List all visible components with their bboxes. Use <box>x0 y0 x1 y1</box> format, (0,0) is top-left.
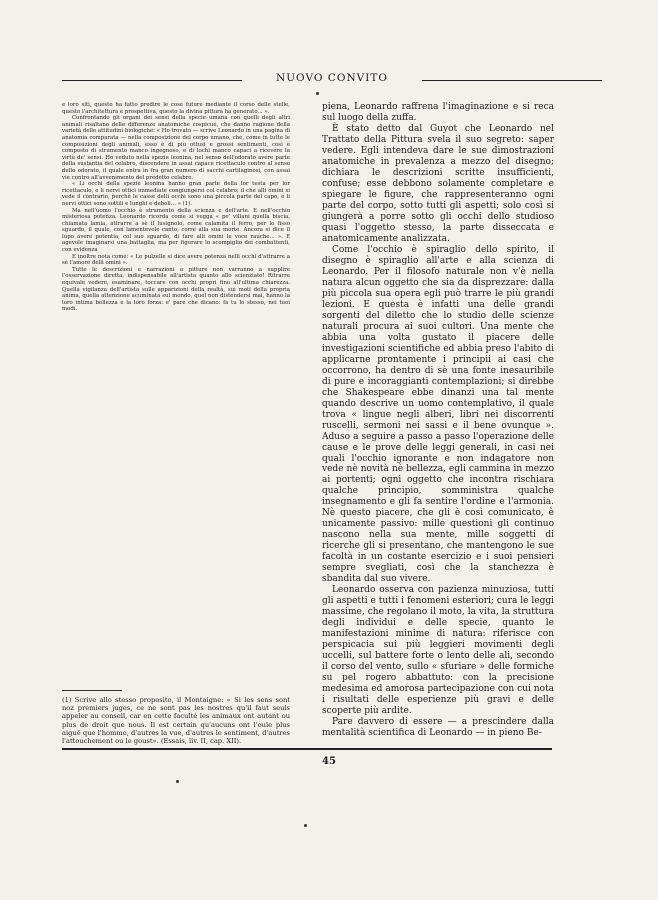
paragraph: e loro siti, questo ha fatto predire le cose future mediante il corso delle stelle, questo l'architettura e prospettiva, questo la divina pittura ha generato... ». <box>62 102 290 115</box>
speck <box>316 92 319 95</box>
paragraph: « Li occhi della spezie leonina hanno gran parte della lor testa per lor ricettaculo, e li nervi ottici immediate congiungersi col celabro; il che alli omini si vede il contrario, perchè le casse delli occhi sono una piccola parte del capo, e li nervi ottici sono sottili e lunghi e deboli... » (1). <box>62 181 290 207</box>
footnote: (1) Scrive allo stesso proposito, il Montaigne: « Si les sens sont noz premiers juges, ce ne sont pas les nostres qu'il faut seuls appeler au conseil, car en cette faculté les animaux ont autant ou plus de droit que nous. Il est certain qu'aucuns ont l'ouïe plus aiguë que l'homme, d'autres la vue, d'autres le sentiment, d'autres l'attouchement ou le goust». (Essais, liv. II, cap. XII). <box>62 696 290 745</box>
paragraph: Come l'occhio è spiraglio dello spirito, il disegno è spiraglio all'arte e alla scienza di Leonardo. Per il filosofo naturale non v'è nella natura alcun oggetto che sia da disprezzare: dalla più piccola sua opera egli può trarre le più grandi lezioni. E questa è infatti una delle grandi sorgenti del diletto che lo studio delle scienze naturali procura ai suoi cultori. Una mente che abbia una volta gustato il piacere delle investigazioni scientifiche ed abbia preso l'abito di applicarne prontamente i principii ai casi che occorrono, ha dentro di sè una fonte inesauribile di pure e incoraggianti contemplazioni; si direbbe che Shakespeare ebbe dinanzi una tal mente quando descrive un uomo contemplativo, il quale trova « lingue negli alberi, libri nei discorrenti ruscelli, sermoni nei sassi e il bene ovunque ». Aduso a seguire a passo a passo l'operazione delle cause e le prove delle leggi generali, in casi nei quali l'occhio ignorante e non indagatore non vede nè novità nè bellezza, egli cammina in mezzo ai portenti; ogni oggetto che incontra rischiara qualche principio, somministra qualche insegnamento e gli fa sentire l'ordine e l'armonia. Nè questo piacere, che gli è così comunicato, è unicamente passivo: mille questioni gli continuo nascono nella sua mente, mille soggetti di ricerche gli si presentano, che mantengono le sue facoltà in un costante esercizio e i suoi pensieri sempre svegliati, così che la stanchezza è sbandita dal suo vivere. <box>322 244 554 585</box>
speck <box>176 780 179 783</box>
paragraph: piena, Leonardo raffrena l'imaginazione e si reca sul luogo della zuffa. <box>322 102 554 123</box>
header-rule-right <box>422 80 602 81</box>
speck <box>304 824 307 827</box>
bottom-rule <box>62 748 552 750</box>
paragraph: Pare davvero di essere — a prescindere dalla mentalità scientifica di Leonardo — in pieno Be- <box>322 717 554 739</box>
paragraph: E inoltre nota come: « Le pulzelle si dice avere potenza nelli occhi d'attrarre a sè l'amore delli omini ». <box>62 253 290 267</box>
page-number: 45 <box>322 756 336 767</box>
left-column <box>62 102 290 742</box>
journal-title: NUOVO CONVITO <box>276 72 388 84</box>
paragraph: Tutte le descrizioni e narrazioni e pitture non varranno a supplire l'osservazione diretta, indispensabile all'artista quanto allo scienziato! Ritrarre equivale vedere, esaminare, toccare con occhi propri fino all'ultima chiarezza. Quella vigilanza dell'artista sulle apparizioni della realtà, sui moti della propria anima, quella attenzione acuminata sul mondo, quel non distendersi mai, hanno la loro intima bellezza e la loro forza: e' pare che dicano: fa tu lo stesso, nei tuoi modi. <box>62 266 290 313</box>
paragraph: È stato detto dal Guyot che Leonardo nel Trattato della Pittura svela il suo segreto: saper vedere. Egli intendeva dare le sue dimostrazioni anatomiche in prevalenza a mezzo del disegno; dichiara le descrizioni scritte insufficienti, confuse; esse debbono solamente completare e spiegare le figure, che rappresenteranno ogni parte del corpo, sotto tutti gli aspetti; solo così si giungerà a porre sotto gli occhi dello studioso quasi l'oggetto stesso, la parte disseccata e anatomicamente analizzata. <box>322 123 554 244</box>
paragraph: Confrontando gli organi dei sensi della specie umana con quelli degli altri animali risaltano delle differenze anatomiche cospicue, che danno ragione della varietà delle attitudini biologiche: « Ho trovato — scrive Leonardo in una pagina di anatomia comparata — nella composizione del corpo umano, che, come in tutte le composizioni degli animali, esso è di più ottusi e grossi sentimenti, così è composto di strumento manco ingegnoso, e di lochi manco capaci a ricevere la virtù de' sensi. Ho veduto nella spezie leonina, nel senso dell'odorato avere parte della sustantia del celabro, discendere in assai capace ricettaculo contro al senso dello odorato, il quale entra in fra gran numero di sacchi cartilaginosi, con assai vie contro all'avvenimento del predetto celabro. <box>62 115 290 181</box>
running-header <box>62 72 602 90</box>
footnote-separator <box>62 690 122 691</box>
right-column <box>322 102 554 742</box>
paragraph: Leonardo osserva con pazienza minuziosa, tutti gli aspetti e tutti i fenomeni esteriori; cura le leggi massime, che regolano il moto, la vita, la struttura degli individui e delle specie, quanto le manifestazioni minime di natura: riferisce con perspicacia sui più leggieri movimenti degli uccelli, sul battere forte o lento delle ali, secondo il corso del vento, sullo « sfuriare » delle formiche su pel rogero abbattuto: con la precisione medesima ed amorosa partecipazione con cui nota i risultati delle esperienze più gravi e delle scoperte più ardite. <box>322 585 554 717</box>
paragraph: Ma nell'uomo l'occhio è strumento della scienza e dell'arte. E nell'occhio misteriosa potenza. Leonardo ricorda come si vegga « pe' villani quella biscia, chiamata lamia, attrarre a sè il lusignolo, come calamita il ferro, per lo fisso sguardo, il quale, con lamentevole canto, corre alla sua morte. Ancora si dice il lupo avere potentia, col suo sguardo, di fare alli omini le voce rauche... ». E agevole imaginarsi una battaglia, ma per figurare lo scompiglio dei combattenti, con evidenza <box>62 207 290 254</box>
